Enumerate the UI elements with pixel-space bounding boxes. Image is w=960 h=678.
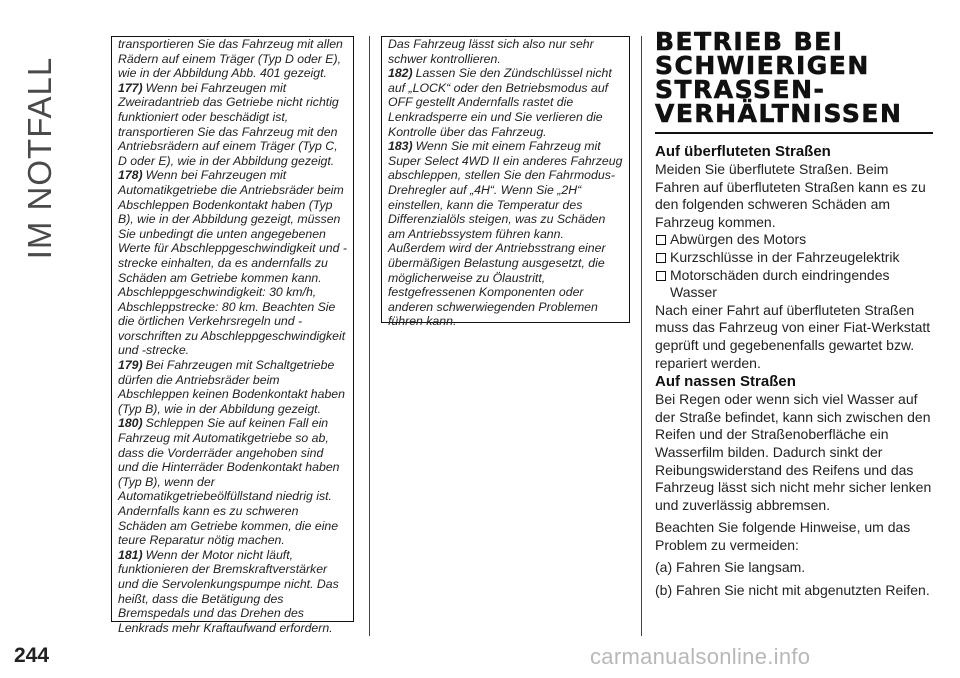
list-item-text: Abwürgen des Motors: [670, 231, 807, 248]
list-item: [655, 231, 935, 249]
box1-para-3: [118, 358, 347, 416]
box2-num-1: 182): [388, 66, 413, 81]
box1-num-2: 178): [118, 168, 143, 183]
watermark: carmanualsonline.info: [590, 644, 811, 669]
list-item: [655, 267, 935, 302]
box1-text-5: Wenn der Motor nicht läuft, funktionieren der Bremskraftverstärker und die Servolenkungspumpe nicht. Das heißt, dass die Betätigung des Bremspedals und das Drehen des Lenkrads mehr Kraftaufwand erfordern.: [118, 547, 339, 635]
checkbox-square-icon: [656, 235, 666, 245]
heading-line: SCHWIERIGEN: [655, 51, 870, 80]
warning-box-middle: [381, 36, 630, 329]
box1-text-4: Schleppen Sie auf keinen Fall ein Fahrzeug mit Automatikgetriebe so ab, dass die Vorderräder angehoben sind und die Hinterräder Bodenkontakt haben (Typ B), wenn der Automatikgetriebeölfüllstand niedrig ist. Andernfalls kann es zu schweren Schäden am Getriebe kommen, die eine teure Reparatur nötig machen.: [118, 416, 340, 548]
warning-box-left: [111, 36, 354, 635]
box1-para-2: [118, 168, 347, 358]
box1-num-5: 181): [118, 547, 143, 562]
box2-text-0: Das Fahrzeug lässt sich also nur sehr schwer kontrollieren.: [388, 37, 594, 66]
page-number: 244: [14, 644, 50, 667]
paragraph: Beachten Sie folgende Hinweise, um das Problem zu vermeiden:: [655, 519, 911, 553]
heading-line: STRASSEN-: [655, 75, 826, 104]
box2-para-1: [388, 66, 623, 139]
subheading-wet: Auf nassen Straßen: [655, 373, 796, 391]
column-divider: [641, 36, 642, 636]
list-item-text: Kurzschlüsse in der Fahrzeugelektrik: [670, 248, 900, 265]
subheading-flooded: Auf überfluteten Straßen: [655, 143, 831, 160]
box2-text-2: Wenn Sie mit einem Fahrzeug mit Super Select 4WD II ein anderes Fahrzeug abschleppen, stellen Sie den Fahrmodus-Drehregler auf „4H“. Wenn Sie „2H“ einstellen, kann die Temperatur des Differenzialöls steigen, was zu Schäden am Antriebssystem führen kann. Außerdem wird der Antriebsstrang einer übermäßigen Belastung ausgesetzt, die möglicherweise zu Ölaustritt, festgefressenen Komponenten oder anderen schwerwiegenden Problemen führen kann.: [388, 139, 623, 329]
box1-text-3: Bei Fahrzeugen mit Schaltgetriebe dürfen die Antriebsräder beim Abschleppen keinen Bodenkontakt haben (Typ B), wie in der Abbildung gezeigt.: [118, 358, 345, 416]
main-column: [655, 27, 935, 600]
box1-para-4: [118, 416, 347, 547]
column-divider: [369, 36, 370, 636]
list-item-text: Motorschäden durch eindringendes Wasser: [670, 266, 890, 301]
section-label-text: IM NOTFALL: [21, 56, 58, 260]
heading-line: BETRIEB BEI: [655, 27, 844, 56]
paragraph: (a) Fahren Sie langsam.: [655, 559, 806, 576]
box1-para-0: [118, 37, 347, 81]
section-label: [10, 48, 70, 268]
box2-num-2: 183): [388, 139, 413, 154]
box1-text-1: Wenn bei Fahrzeugen mit Zweiradantrieb das Getriebe nicht richtig funktioniert oder beschädigt ist, transportieren Sie das Fahrzeug mit den Antriebsrädern auf einem Träger (Typ C, D oder E), wie in der Abbildung gezeigt.: [118, 80, 339, 168]
box1-para-1: [118, 81, 347, 169]
box1-text-2: Wenn bei Fahrzeugen mit Automatikgetriebe die Antriebsräder beim Abschleppen Bodenkontakt haben (Typ B), wie in der Abbildung gezeigt, müssen Sie unbedingt die unten angegebenen Werte für Abschleppgeschwindigkeit und -strecke einhalten, da es andernfalls zu Schäden am Getriebe kommen kann. Abschleppgeschwindigkeit: 30 km/h, Abschleppstrecke: 80 km. Beachten Sie die örtlichen Verkehrsregeln und -vorschriften zu Abschleppgeschwindigkeit und -strecke.: [118, 168, 347, 358]
box2-text-1: Lassen Sie den Zündschlüssel nicht auf „LOCK“ oder den Betriebsmodus auf OFF gestellt Andernfalls rastet die Lenkradsperre ein und Sie verlieren die Kontrolle über das Fahrzeug.: [388, 66, 612, 139]
box2-para-2: [388, 139, 623, 329]
box1-num-4: 180): [118, 416, 143, 431]
paragraph: (b) Fahren Sie nicht mit abgenutzten Reifen.: [655, 582, 930, 599]
paragraph: Nach einer Fahrt auf überfluteten Straßen muss das Fahrzeug von einer Fiat-Werkstatt geprüft und gegebenenfalls gewartet bzw. repariert werden.: [655, 301, 931, 371]
section-heading: [655, 27, 935, 128]
paragraph: Meiden Sie überflutete Straßen. Beim Fahren auf überfluteten Straßen kann es zu den folgenden schweren Schäden am Fahrzeug kommen.: [655, 161, 926, 230]
box1-para-5: [118, 548, 347, 636]
box1-num-1: 177): [118, 80, 143, 95]
box2-para-0: [388, 37, 623, 66]
heading-line: VERHÄLTNISSEN: [655, 99, 903, 128]
paragraph: Bei Regen oder wenn sich viel Wasser auf der Straße befindet, kann sich zwischen den Reifen und der Straßenoberfläche ein Wasserfilm bilden. Dadurch sinkt der Reibungswiderstand des Reifens und das Fahrzeug lässt sich nicht mehr sicher lenken und zuverlässig abbremsen.: [655, 391, 932, 513]
box1-text-0: transportieren Sie das Fahrzeug mit allen Rädern auf einem Träger (Typ D oder E), wie in der Abbildung Abb. 401 gezeigt.: [118, 37, 343, 81]
checkbox-square-icon: [656, 253, 666, 263]
box1-num-3: 179): [118, 358, 143, 373]
checkbox-square-icon: [656, 271, 666, 281]
heading-rule: [655, 132, 933, 134]
list-item: [655, 249, 935, 267]
